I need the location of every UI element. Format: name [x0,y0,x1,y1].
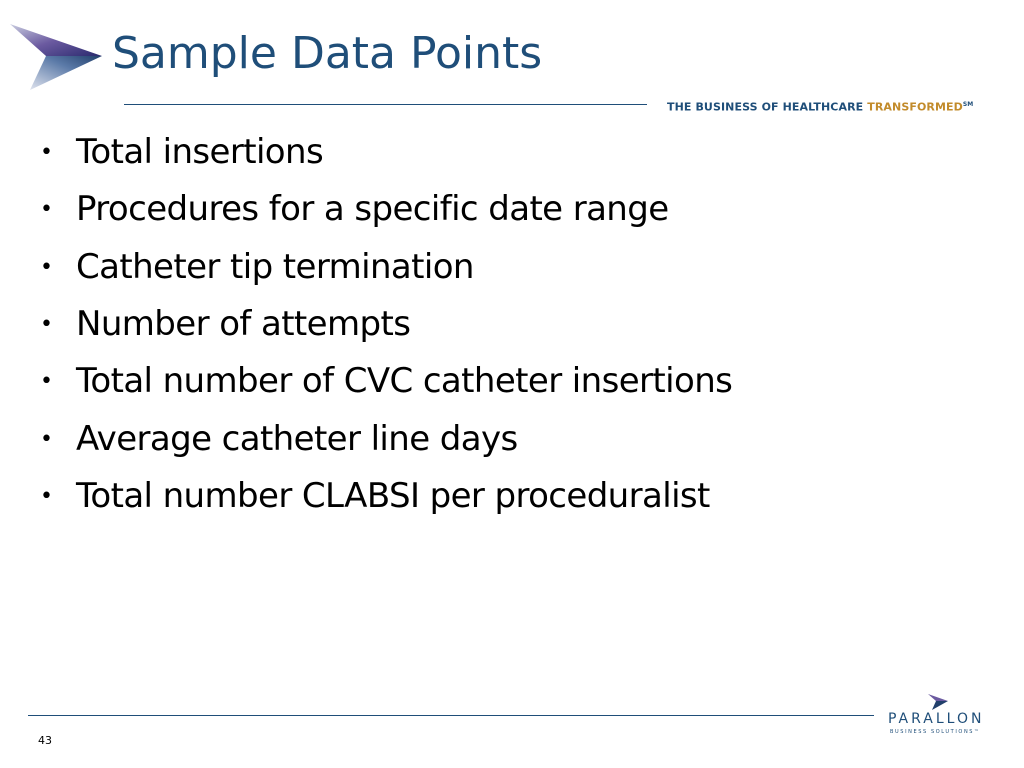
list-item [40,468,732,525]
tagline-service-mark: SM [962,101,974,108]
bullet-text: Number of attempts [76,304,411,345]
bullet-text: Total number of CVC catheter insertions [76,361,733,402]
bullet-text: Catheter tip termination [76,246,474,287]
bullet-dot-icon: • [40,312,53,338]
bullet-list [40,124,732,525]
tagline [667,98,973,115]
list-item [40,296,732,353]
bullet-dot-icon: • [40,197,53,223]
slide-title: Sample Data Points [112,28,543,79]
chevron-arrow-logo-icon [6,18,106,94]
list-item [40,410,732,467]
tagline-main: THE BUSINESS OF HEALTHCARE [667,100,864,114]
list-item [40,181,732,238]
bullet-text: Total insertions [76,132,324,173]
bullet-dot-icon: • [40,483,53,509]
parallon-logo [884,692,994,742]
page-number: 43 [38,734,52,747]
bullet-dot-icon: • [40,140,53,166]
bullet-dot-icon: • [40,369,53,395]
bullet-text: Total number CLABSI per proceduralist [76,475,710,516]
bullet-text: Procedures for a specific date range [76,189,669,230]
bullet-text: Average catheter line days [76,418,518,459]
list-item [40,239,732,296]
parallon-brand-subtitle: BUSINESS SOLUTIONS™ [890,729,981,735]
footer-divider [28,715,874,716]
title-divider [124,104,647,105]
list-item [40,124,732,181]
bullet-dot-icon: • [40,254,53,280]
list-item [40,353,732,410]
parallon-chevron-icon [926,694,948,710]
tagline-accent: TRANSFORMED [867,100,963,114]
parallon-brand-name: PARALLON [888,711,985,727]
bullet-dot-icon: • [40,426,53,452]
